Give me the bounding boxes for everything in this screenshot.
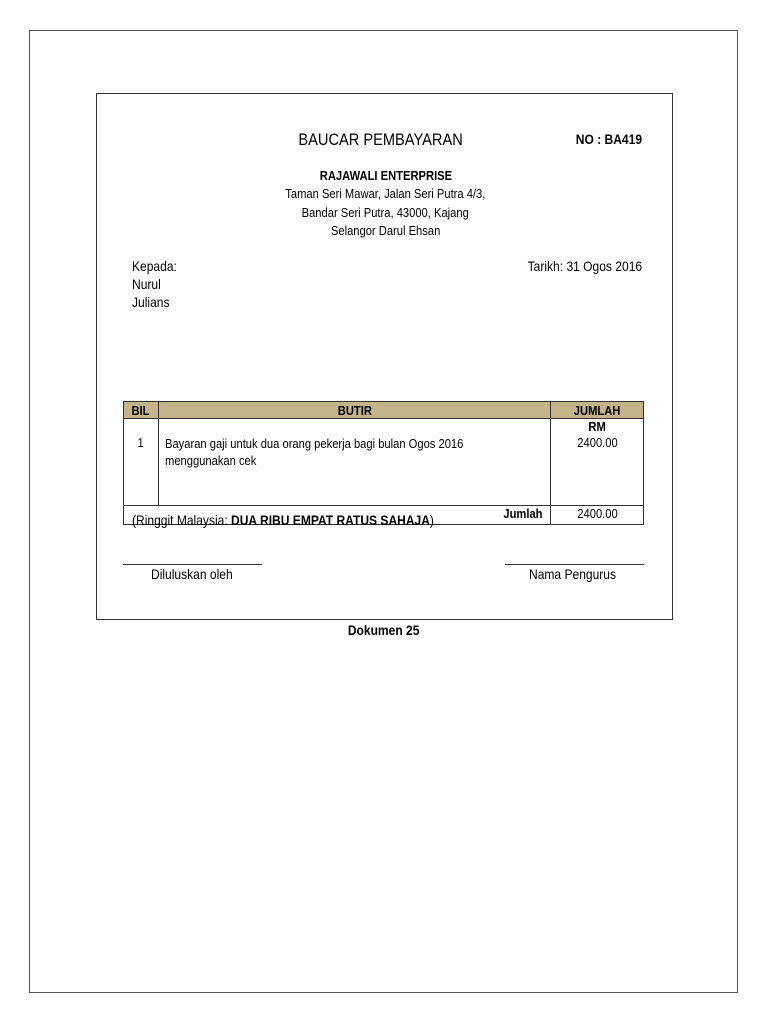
to-label: Kepada: <box>132 258 177 274</box>
recipient-last-name: Julians <box>132 294 170 310</box>
row-butir: Bayaran gaji untuk dua orang pekerja bagi bulan Ogos 2016 menggunakan cek <box>158 419 550 506</box>
items-table <box>123 401 644 525</box>
company-address-line2: Bandar Seri Putra, 43000, Kajang <box>301 205 470 220</box>
recipient-first-name: Nurul <box>132 276 161 292</box>
table-header-row <box>124 402 644 419</box>
total-value: 2400.00 <box>551 506 644 525</box>
approver-signature-line <box>123 564 262 565</box>
document-caption: Dokumen 25 <box>348 622 420 638</box>
voucher-date: Tarikh: 31 Ogos 2016 <box>527 258 642 274</box>
voucher-title: BAUCAR PEMBAYARAN <box>298 130 463 149</box>
header-butir: BUTIR <box>158 402 550 419</box>
total-label: Jumlah <box>124 506 551 525</box>
header-bil: BIL <box>124 402 159 419</box>
table-row <box>124 419 644 506</box>
amount-in-words: (Ringgit Malaysia: DUA RIBU EMPAT RATUS SAHAJA) <box>132 512 434 528</box>
voucher-number: NO : BA419 <box>575 131 642 147</box>
manager-name-label: Nama Pengurus <box>529 566 617 582</box>
row-amount: 2400.00 <box>576 435 618 450</box>
header-jumlah: JUMLAH <box>551 402 644 419</box>
company-address-line1: Taman Seri Mawar, Jalan Seri Putra 4/3, <box>285 186 486 201</box>
manager-signature-line <box>505 564 644 565</box>
company-address-line3: Selangor Darul Ehsan <box>330 223 441 238</box>
currency-label: RM <box>588 419 606 434</box>
row-jumlah <box>551 419 644 506</box>
company-name: RAJAWALI ENTERPRISE <box>319 168 452 183</box>
row-bil: 1 <box>124 419 159 506</box>
payment-voucher <box>96 93 673 620</box>
approved-by-label: Diluluskan oleh <box>151 566 233 582</box>
